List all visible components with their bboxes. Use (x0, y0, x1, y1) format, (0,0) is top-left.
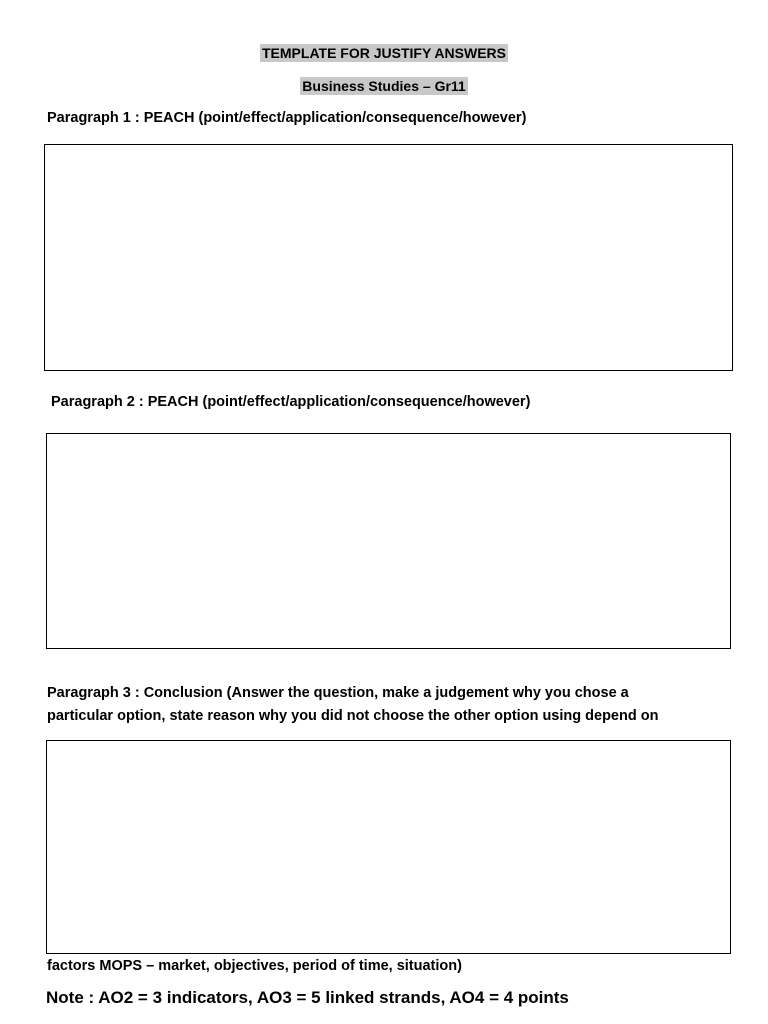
paragraph-1-heading: Paragraph 1 : PEACH (point/effect/application/consequence/however) (47, 110, 527, 126)
paragraph-3-heading-line-1: Paragraph 3 : Conclusion (Answer the question, make a judgement why you chose a (47, 685, 629, 701)
document-subtitle-text: Business Studies – Gr11 (302, 78, 466, 94)
paragraph-3-answer-box[interactable] (46, 740, 731, 954)
document-title-text: TEMPLATE FOR JUSTIFY ANSWERS (262, 45, 506, 61)
paragraph-3-heading-line-2: particular option, state reason why you did not choose the other option using depend on (47, 708, 659, 724)
paragraph-3-heading-line-3: factors MOPS – market, objectives, period of time, situation) (47, 958, 462, 974)
paragraph-2-answer-box[interactable] (46, 433, 731, 649)
assessment-note: Note : AO2 = 3 indicators, AO3 = 5 linked strands, AO4 = 4 points (46, 988, 569, 1007)
document-subtitle (0, 78, 768, 94)
paragraph-1-answer-box[interactable] (44, 144, 733, 371)
paragraph-2-heading: Paragraph 2 : PEACH (point/effect/application/consequence/however) (51, 394, 531, 410)
document-title (0, 45, 768, 61)
